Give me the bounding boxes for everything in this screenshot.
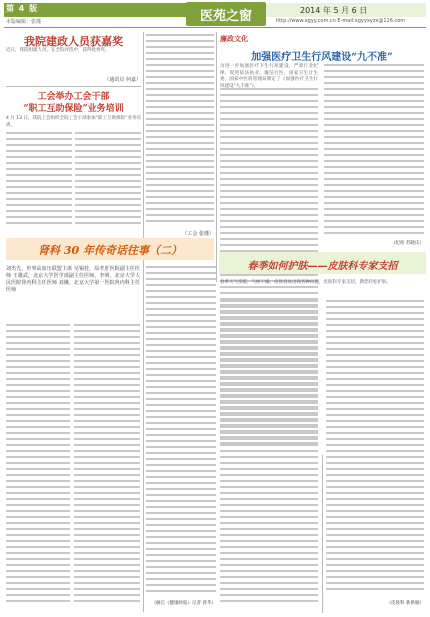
article-3-body-lines <box>6 324 70 606</box>
article-4-credit: （纪检 苏晓庆） <box>391 241 424 246</box>
article-3-body-lines <box>74 324 140 606</box>
article-2-headline-line-1: 工会举办工会干部 <box>37 92 110 102</box>
article-2-credit: （工会 张瑾） <box>182 231 214 237</box>
article-4-headline: 加强医疗卫生行风建设“九不准” <box>251 52 393 63</box>
article-2-body-lines <box>6 132 72 232</box>
article-4-snippet: 为进一步加强医疗卫生行风建设，严肃行业纪律，促进依法执业、廉洁行医，国家卫生计生委、国家中医药管理局制定了《加强医疗卫生行风建设“九不准”》。 <box>220 64 318 89</box>
article-2-body-lines <box>146 34 214 224</box>
article-5-credit: （皮肤科 新供稿） <box>386 601 424 606</box>
article-3-headline: 肾科 30 年传奇话往事（二） <box>38 244 182 257</box>
article-5-headline: 春季如何护肤——皮肤科专家支招 <box>247 261 398 272</box>
article-5-body-lines <box>220 300 318 606</box>
article-2-body-lines <box>75 132 141 232</box>
article-3-experts: 刘杰先，世界高血压联盟主席 吴锡桂，原孝肝医院副主任医师 王雄武，北京大学医学部副主任医师，李明，北京大学人民医院肾内科主任医师 刘娥，北京大学第一医院肾内科主任医师 <box>6 266 140 293</box>
contact-url: http://www.xgyy.com.cn E-mail:xgyyxyzx@126.com <box>276 18 406 24</box>
issue-date: 2014 年 5 月 6 日 <box>300 6 368 15</box>
article-1-credit: （通讯员 何嘉） <box>104 77 141 83</box>
article-1-snippet: 近日，我院组建人员，在全院评选中，获得优秀奖。 <box>6 48 110 53</box>
article-5-snippet: 春季天气变暖，气候干燥，皮肤容易出现各种问题，皮肤科专家支招，教您轻松护肤。 <box>220 280 391 285</box>
column-divider <box>143 262 144 612</box>
article-4-body-lines <box>324 64 424 240</box>
article-5-body-lines <box>326 300 424 596</box>
column-divider <box>143 32 144 262</box>
masthead <box>0 0 430 30</box>
article-2-snippet: 4 月 13 日，我院工会组织全院工会干部参加“职工互助保险”业务培训。 <box>6 116 141 128</box>
column-divider <box>322 455 323 613</box>
editor-credit: 本版编辑：张瑾 <box>6 19 42 25</box>
article-1-headline: 我院建政人员获嘉奖 <box>24 35 123 48</box>
column-divider <box>216 32 217 282</box>
masthead-rule <box>4 27 426 28</box>
article-divider <box>6 86 141 87</box>
article-3-credit: （摘自《健康时报》记者 蒋华） <box>151 601 216 606</box>
page-label: 第 4 版 <box>6 4 39 13</box>
section-title-box <box>186 2 266 26</box>
article-4-column-tag: 廉政文化 <box>220 34 248 43</box>
section-title: 医苑之窗 <box>199 9 252 24</box>
article-3-body-lines <box>146 266 216 596</box>
article-2-headline-line-2: “职工互助保险”业务培训 <box>23 104 124 114</box>
